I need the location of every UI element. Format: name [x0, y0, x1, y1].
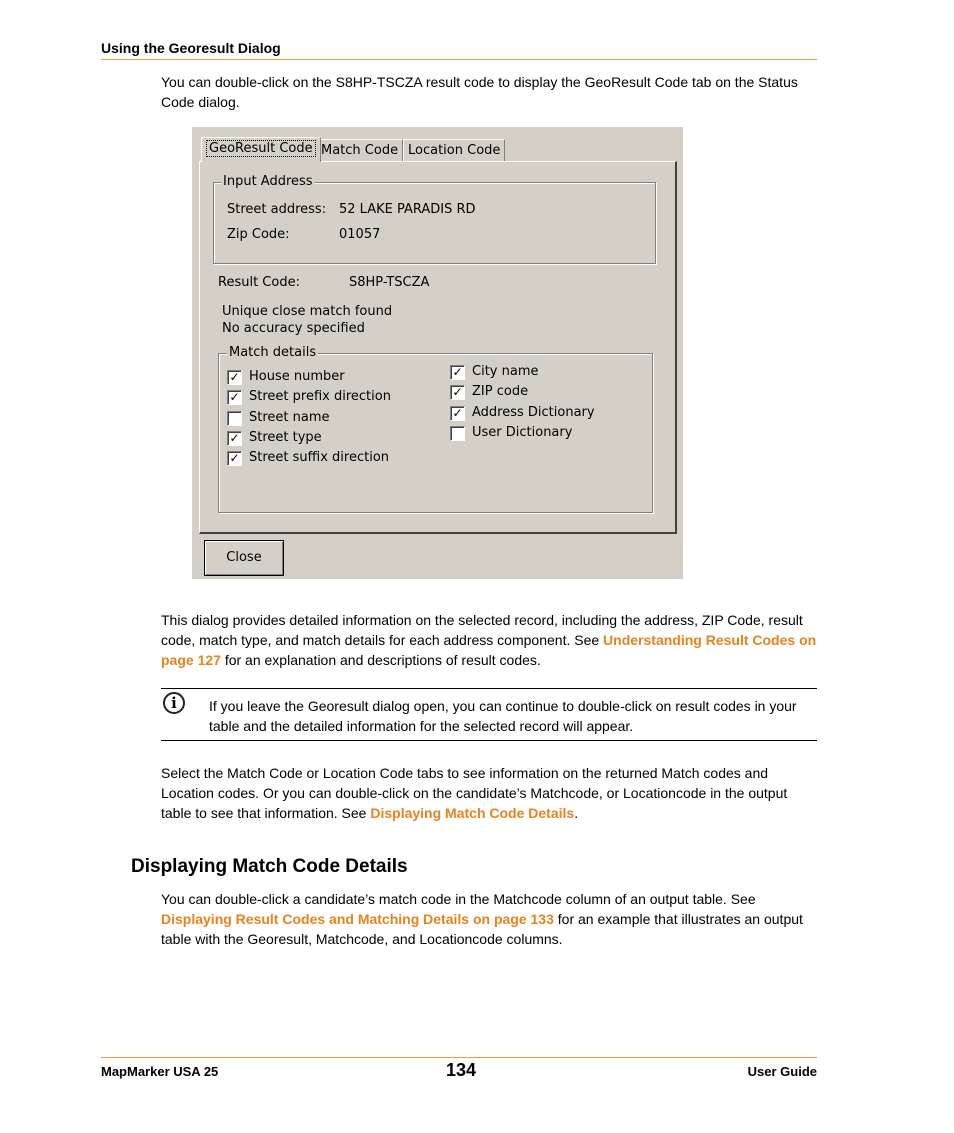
link-displaying-match-code-details[interactable]: Displaying Match Code Details [370, 805, 575, 821]
match-left-checkbox-label-2: Street name [249, 409, 330, 425]
match-right-checkbox-3[interactable] [450, 426, 465, 441]
page-number: 134 [446, 1060, 477, 1080]
input-address-group [213, 182, 656, 264]
description-paragraph: This dialog provides detailed information on the selected record, including the address, ZIP Code, result code, match type, and match details for each address component. See Understanding Result Codes on page 127 for an explanation and descriptions of result codes. [161, 612, 817, 668]
match-right-checkbox-1[interactable]: ✓ [450, 385, 465, 400]
note-text: If you leave the Georesult dialog open, you can continue to double-click on result codes in your table and the detailed information for the selected record will appear. [209, 698, 797, 734]
footer-rule [101, 1057, 817, 1058]
match-left-checkbox-2[interactable] [227, 411, 242, 426]
tab-match-code[interactable]: Match Code [316, 139, 403, 162]
street-address-label: Street address: [227, 202, 327, 217]
match-right-checkbox-label-2: Address Dictionary [472, 404, 595, 420]
tab-georesult-code[interactable]: GeoResult Code [201, 137, 321, 162]
section-paragraph: You can double-click a candidate’s match code in the Matchcode column of an output table. See Displaying Result Codes and Matching Details on page 133 for an example that illustrates an output table with the Georesult, Matchcode, and Locationcode columns. [161, 891, 803, 947]
match-details-label: Match details [229, 345, 317, 360]
footer-doc-type: User Guide [747, 1064, 817, 1079]
note-top-rule [161, 688, 817, 689]
match-right-checkbox-0[interactable]: ✓ [450, 365, 465, 380]
match-left-checkbox-1[interactable]: ✓ [227, 390, 242, 405]
intro-paragraph: You can double-click on the S8HP-TSCZA result code to display the GeoResult Code tab on the Status Code dialog. [161, 74, 798, 110]
section-heading: Displaying Match Code Details [131, 856, 408, 877]
tab-panel [199, 161, 677, 534]
match-left-checkbox-0[interactable]: ✓ [227, 370, 242, 385]
match-right-checkbox-label-3: User Dictionary [472, 424, 573, 440]
zip-code-value: 01057 [339, 227, 381, 242]
match-right-checkbox-2[interactable]: ✓ [450, 406, 465, 421]
result-code-label: Result Code: [218, 275, 300, 290]
link-displaying-result-codes[interactable]: Displaying Result Codes and Matching Details on page 133 [161, 911, 554, 927]
zip-code-label: Zip Code: [227, 227, 290, 242]
match-left-checkbox-label-3: Street type [249, 429, 322, 445]
info-icon: i [163, 692, 185, 714]
match-left-checkbox-label-4: Street suffix direction [249, 450, 390, 466]
link-understanding-result-codes[interactable]: Understanding Result Codes on page 127 [161, 632, 817, 668]
match-left-checkbox-4[interactable]: ✓ [227, 451, 242, 466]
result-description-line2: No accuracy specified [222, 321, 365, 336]
tabs-paragraph: Select the Match Code or Location Code tabs to see information on the returned Match codes and Location codes. Or you can double-click on the candidate’s Matchcode, or Locationcode in the output table to see that information. See Displaying Match Code Details. [161, 765, 788, 821]
match-left-checkbox-label-1: Street prefix direction [249, 389, 391, 405]
result-description-line1: Unique close match found [222, 304, 393, 319]
result-code-value: S8HP-TSCZA [349, 275, 430, 290]
header-rule [101, 59, 817, 60]
match-right-checkbox-label-0: City name [472, 364, 539, 379]
match-left-checkbox-label-0: House number [249, 369, 345, 384]
close-button[interactable]: Close [204, 540, 284, 576]
note-bottom-rule [161, 740, 817, 741]
footer-product: MapMarker USA 25 [101, 1064, 219, 1079]
running-header: Using the Georesult Dialog [101, 40, 281, 56]
input-address-label: Input Address [223, 174, 313, 189]
match-right-checkbox-label-1: ZIP code [472, 384, 529, 400]
match-left-checkbox-3[interactable]: ✓ [227, 431, 242, 446]
street-address-value: 52 LAKE PARADIS RD [339, 202, 476, 217]
georesult-dialog [192, 127, 683, 579]
tab-location-code[interactable]: Location Code [403, 139, 505, 162]
